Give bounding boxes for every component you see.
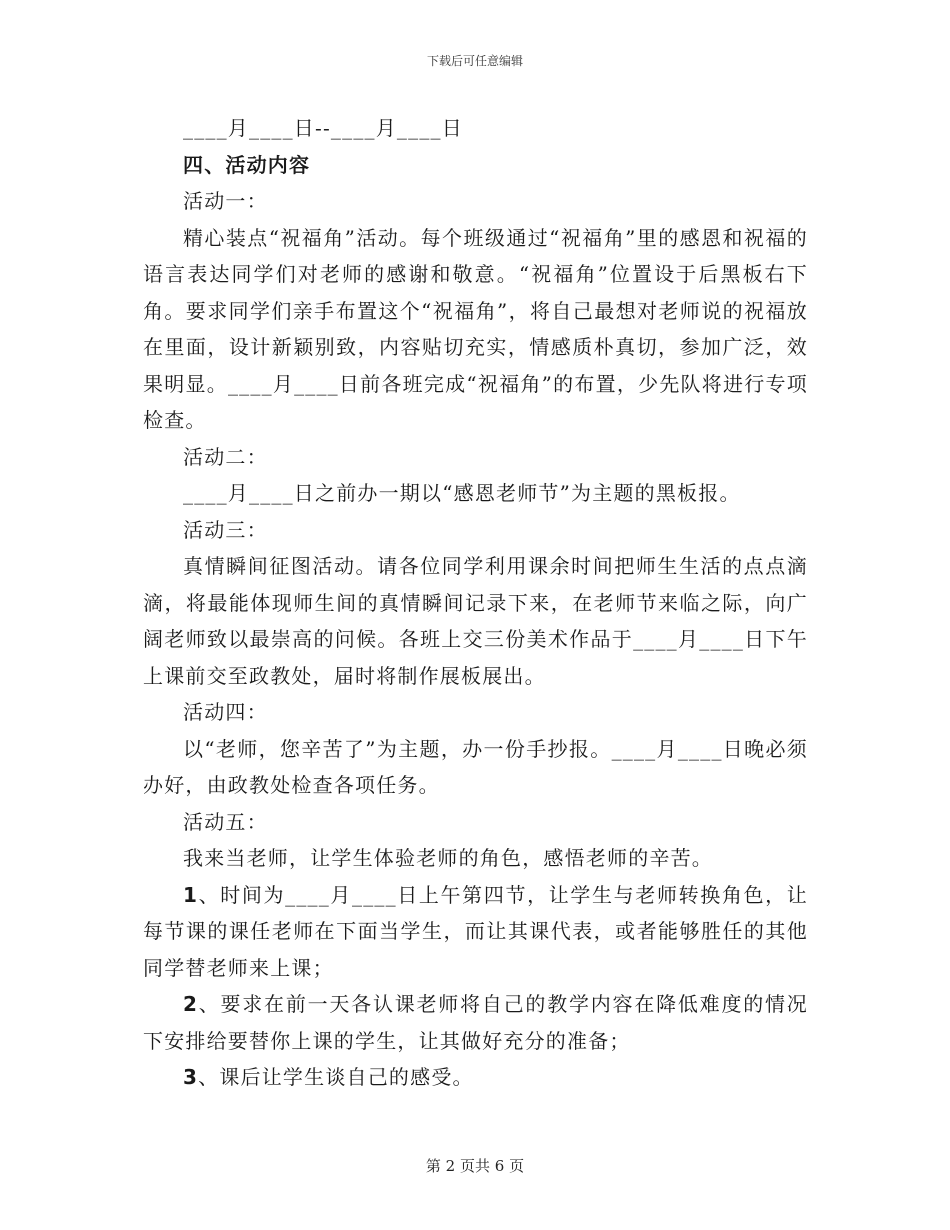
page-header: 下载后可任意编辑 <box>426 54 523 68</box>
list-item-3-text: 、课后让学生谈自己的感受。 <box>198 1065 474 1089</box>
activity4-title: 活动四： <box>183 700 268 724</box>
activity1-body: 精心装点“祝福角”活动。每个班级通过“祝福角”里的感恩和祝福的语言表达同学们对老师的感谢和敬意。“祝福角”位置设于后黑板右下角。要求同学们亲手布置这个“祝福角”，将自己最想对老师说的祝福放在里面，设计新颖别致，内容贴切充实，情感质朴真切，参加广泛，效果明显。____月____日前各班完成“祝福角”的布置，少先队将进行专项检查。 <box>143 225 808 432</box>
section-heading: 四、活动内容 <box>183 152 311 177</box>
activity2-body: ____月____日之前办一期以“感恩老师节”为主题的黑板报。 <box>183 481 741 505</box>
activity3-body: 真情瞬间征图活动。请各位同学利用课余时间把师生生活的点点滴滴，将最能体现师生间的真情瞬间记录下来，在老师节来临之际，向广阔老师致以最崇高的问候。各班上交三份美术作品于____月____日下午上课前交至政教处，届时将制作展板展出。 <box>143 554 808 688</box>
activity3-title: 活动三： <box>183 517 268 542</box>
document-body <box>143 110 808 1096</box>
list-item-2-number: 2 <box>183 992 199 1016</box>
activity5-body: 我来当老师，让学生体验老师的角色，感悟老师的辛苦。 <box>183 846 713 870</box>
list-item-3-number: 3 <box>183 1065 199 1089</box>
list-item-1-number: 1 <box>183 882 199 907</box>
list-item-3 <box>143 1059 808 1096</box>
activity4-body: 以“老师，您辛苦了”为主题，办一份手抄报。____月____日晚必须办好，由政教处检查各项任务。 <box>143 736 808 797</box>
list-item-1 <box>143 877 808 987</box>
date-range: ____月____日--____月____日 <box>183 116 463 140</box>
page-footer: 第 2 页共 6 页 <box>425 1157 525 1175</box>
list-item-2 <box>143 986 808 1059</box>
activity1-title: 活动一： <box>183 189 268 213</box>
activity5-title: 活动五： <box>183 809 268 834</box>
list-item-2-text: 、要求在前一天各认课老师将自己的教学内容在降低难度的情况下安排给要替你上课的学生，让其做好充分的准备； <box>143 992 808 1053</box>
activity2-title: 活动二： <box>183 444 268 469</box>
list-item-1-text: 、时间为____月____日上午第四节，让学生与老师转换角色，让每节课的课任老师在下面当学生，而让其课代表，或者能够胜任的其他同学替老师来上课； <box>143 882 808 980</box>
